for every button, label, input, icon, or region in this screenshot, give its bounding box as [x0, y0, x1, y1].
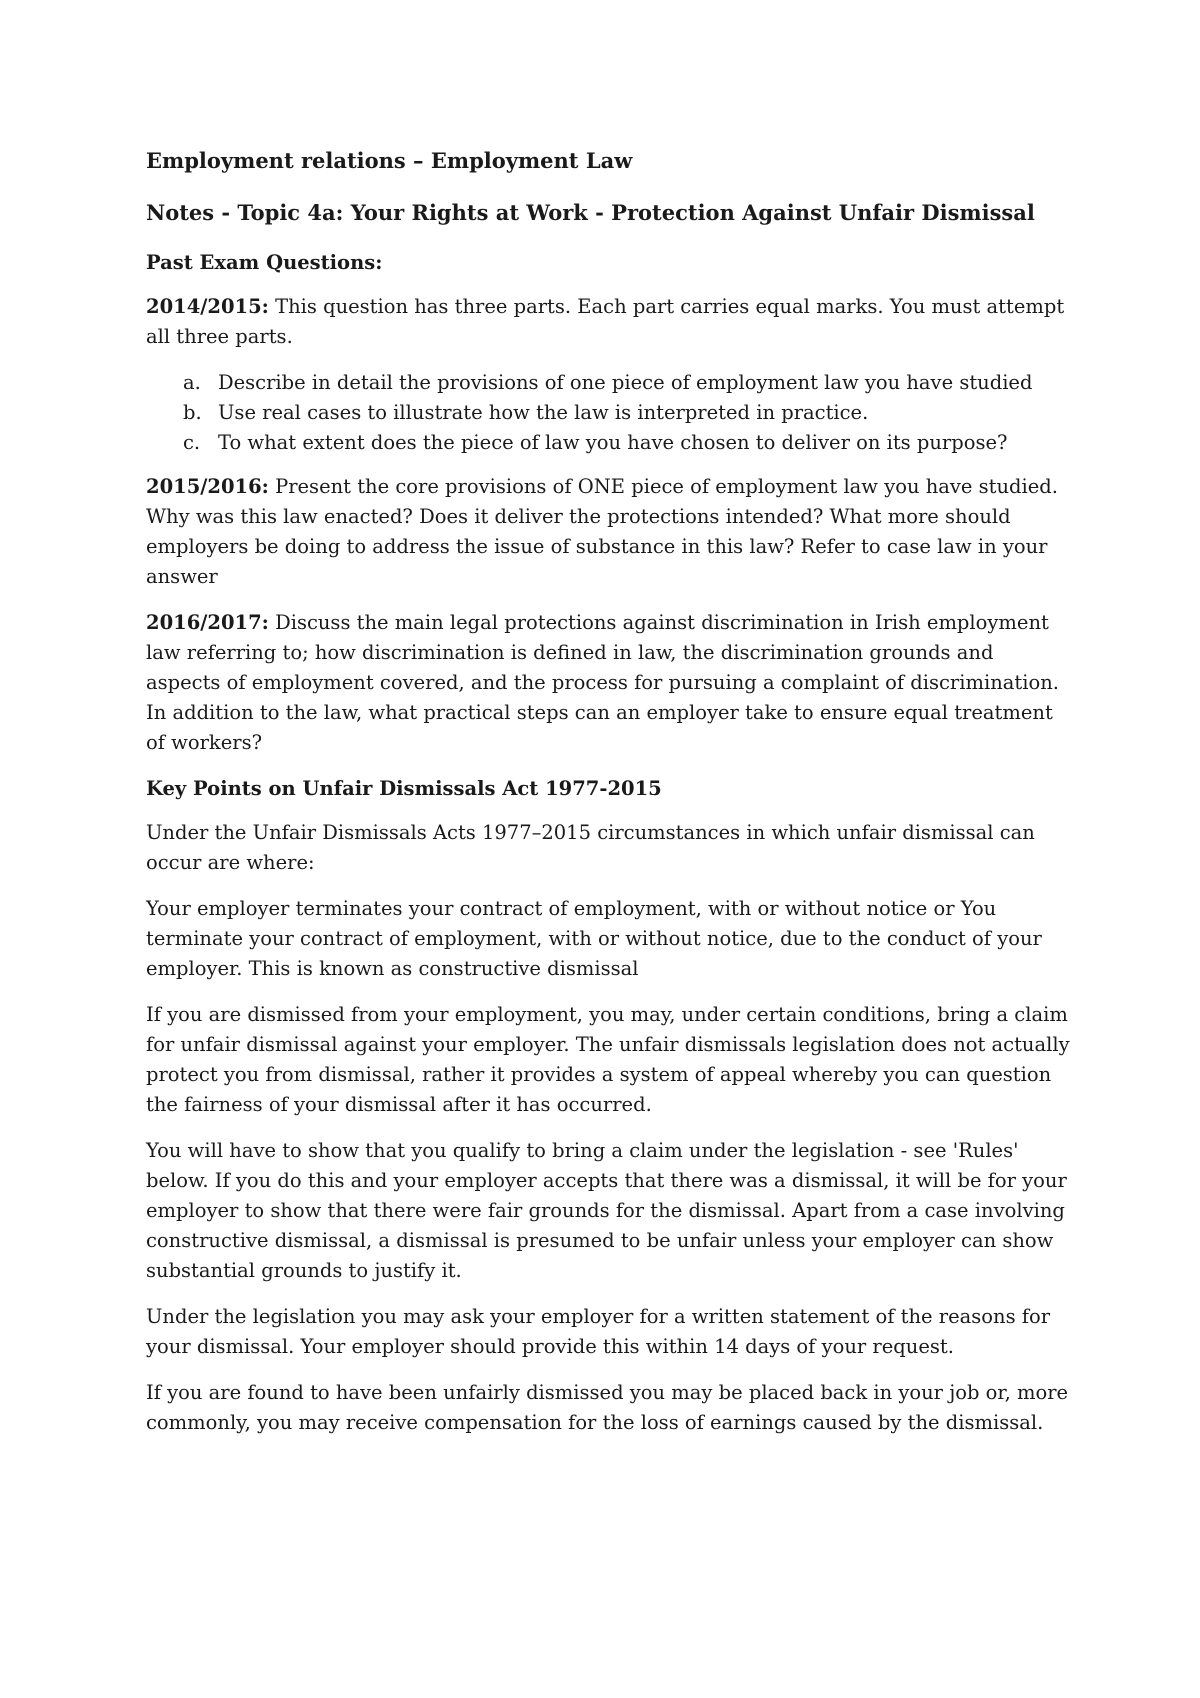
- list-item-text: Use real cases to illustrate how the law is interpreted in practice.: [218, 401, 869, 424]
- list-item-text: Describe in detail the provisions of one piece of employment law you have studied: [218, 371, 1033, 394]
- exam-question-2015: [146, 472, 1071, 592]
- list-item-text: To what extent does the piece of law you have chosen to deliver on its purpose?: [218, 431, 1008, 454]
- exam-question-text: This question has three parts. Each part carries equal marks. You must attempt all three parts.: [146, 295, 1065, 348]
- body-paragraph: If you are found to have been unfairly dismissed you may be placed back in your job or, more commonly, you may receive compensation for the loss of earnings caused by the dismissal.: [146, 1381, 1069, 1434]
- body-paragraph: You will have to show that you qualify to bring a claim under the legislation - see 'Rules' below. If you do this and your employer accepts that there was a dismissal, it will be for your employer to show that there were fair grounds for the dismissal. Apart from a case involving constructive dismissal, a dismissal is presumed to be unfair unless your employer can show substantial grounds to justify it.: [146, 1139, 1067, 1282]
- exam-question-text: Discuss the main legal protections against discrimination in Irish employment law referring to; how discrimination is defined in law, the discrimination grounds and aspects of employment covered, and the process for pursuing a complaint of discrimination. In addition to the law, what practical steps can an employer take to ensure equal treatment of workers?: [146, 611, 1059, 754]
- exam-question-2016: [146, 608, 1071, 758]
- body-paragraph: Your employer terminates your contract of employment, with or without notice or You terminate your contract of employment, with or without notice, due to the conduct of your employer. This is known as constructive dismissal: [146, 897, 1042, 980]
- list-item: [146, 428, 1071, 458]
- list-marker: c.: [183, 431, 201, 454]
- document-subtitle: Notes - Topic 4a: Your Rights at Work - Protection Against Unfair Dismissal: [146, 200, 1035, 225]
- exam-year-label: 2014/2015:: [146, 295, 269, 318]
- key-points-heading: Key Points on Unfair Dismissals Act 1977-2015: [146, 777, 662, 800]
- document-body: [146, 146, 1071, 1454]
- list-marker: a.: [183, 371, 201, 394]
- list-item: [146, 368, 1071, 398]
- body-paragraph: If you are dismissed from your employment, you may, under certain conditions, bring a claim for unfair dismissal against your employer. The unfair dismissals legislation does not actually protect you from dismissal, rather it provides a system of appeal whereby you can question the fairness of your dismissal after it has occurred.: [146, 1003, 1070, 1116]
- document-title: Employment relations – Employment Law: [146, 148, 633, 173]
- body-paragraph: Under the legislation you may ask your employer for a written statement of the reasons for your dismissal. Your employer should provide this within 14 days of your request.: [146, 1305, 1051, 1358]
- list-marker: b.: [183, 401, 202, 424]
- exam-year-label: 2016/2017:: [146, 611, 269, 634]
- body-paragraph: Under the Unfair Dismissals Acts 1977–2015 circumstances in which unfair dismissal can occur are where:: [146, 821, 1035, 874]
- exam-question-2014: [146, 292, 1071, 352]
- exam-question-text: Present the core provisions of ONE piece of employment law you have studied. Why was this law enacted? Does it deliver the protections intended? What more should employers be doing to address the issue of substance in this law? Refer to case law in your answer: [146, 475, 1058, 588]
- past-exam-heading: Past Exam Questions:: [146, 251, 383, 274]
- exam-year-label: 2015/2016:: [146, 475, 269, 498]
- list-item: [146, 398, 1071, 428]
- exam-question-parts: [146, 368, 1071, 458]
